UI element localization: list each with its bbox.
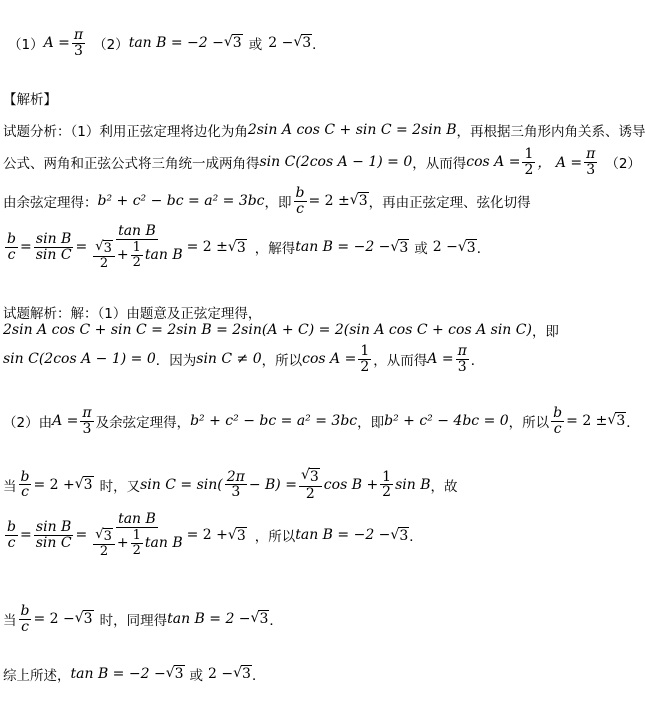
solution-line-3: sin C(2cos A − 1) = 0 ．因为 sin C ≠ 0 ，所以 cos A = $\frac{1}{2}$ ，从而得 A = $\frac{\pi}{3}$ ． [3,343,485,375]
analysis-line-2: 公式、两角和正弦公式将三角统一成两角得 sin C(2cos A − 1) = 0 ，从而得 cos A = $\frac{1}{2}$ ， A = $\frac{\pi}{3}$ （2） [3,146,641,178]
case1-line1: 当 $\frac{b}{c}$ = 2 + √ 3 时，又 sin C = sin( $\frac{2\pi}{3}$ − B) = √ 3 2 cos B + $\frac{1}{2}$ sin B ，故 [3,467,458,502]
analysis-line-1: 试题分析：（1）利用正弦定理将边化为角 2sin A cos C + sin C = 2sin B ，再根据三角形内角关系、诱导 [3,122,645,140]
answer-line: （1） A = $\frac{\pi}{3}$ （2） tan B = −2 − √ 3 或 2 − √ 3 ． [8,27,326,59]
section-title: 【解析】 [3,92,57,108]
summary-line: 综上所述， tan B = −2 − √ 3 或 2 − √ 3 ． [3,665,266,684]
tan-fraction: tan B √ 3 2 + $\frac{1}{2}$ tan B [95,223,183,272]
solution-line-1: 试题解析：解：（1）由题意及正弦定理得， [3,306,262,322]
solution-line-2: 2sin A cos C + sin C = 2sin B = 2sin(A + C) = 2(sin A cos C + cos A sin C) ，即 [3,322,559,340]
pi-over-3: $\frac{\pi}{3}$ [73,27,84,59]
case2-line: 当 $\frac{b}{c}$ = 2 − √ 3 时，同理得 tan B = 2 − √ 3 ． [3,603,283,635]
analysis-line-4: $\frac{b}{c}$ = $\frac{\text{sin B}}{\text{sin C}}$ = tan B √ 3 2 + $\frac{1}{2}$ tan B = 2 ± √ 3 ，解得 tan B = −2 − √ 3 或 2 − √ 3 ． [7,223,491,272]
solution-part2: （2）由 A = $\frac{\pi}{3}$ 及余弦定理得， b² + c² − bc = a² = 3bc ，即 b² + c² − 4bc = 0 ，所以 $\frac{b}{c}$ = 2 ± √ 3 ． [3,405,640,437]
sqrt-3: √ 3 [223,34,242,52]
analysis-line-3: 由余弦定理得： b² + c² − bc = a² = 3bc ，即 $\frac{b}{c}$ = 2 ± √ 3 ，再由正弦定理、弦化切得 [3,185,531,217]
case1-line2: $\frac{b}{c}$ = $\frac{\text{sin B}}{\text{sin C}}$ = tan B √ 3 2 + $\frac{1}{2}$ tan B = 2 + √ 3 ，所以 tan B = −2 − √ 3 ． [7,511,423,560]
